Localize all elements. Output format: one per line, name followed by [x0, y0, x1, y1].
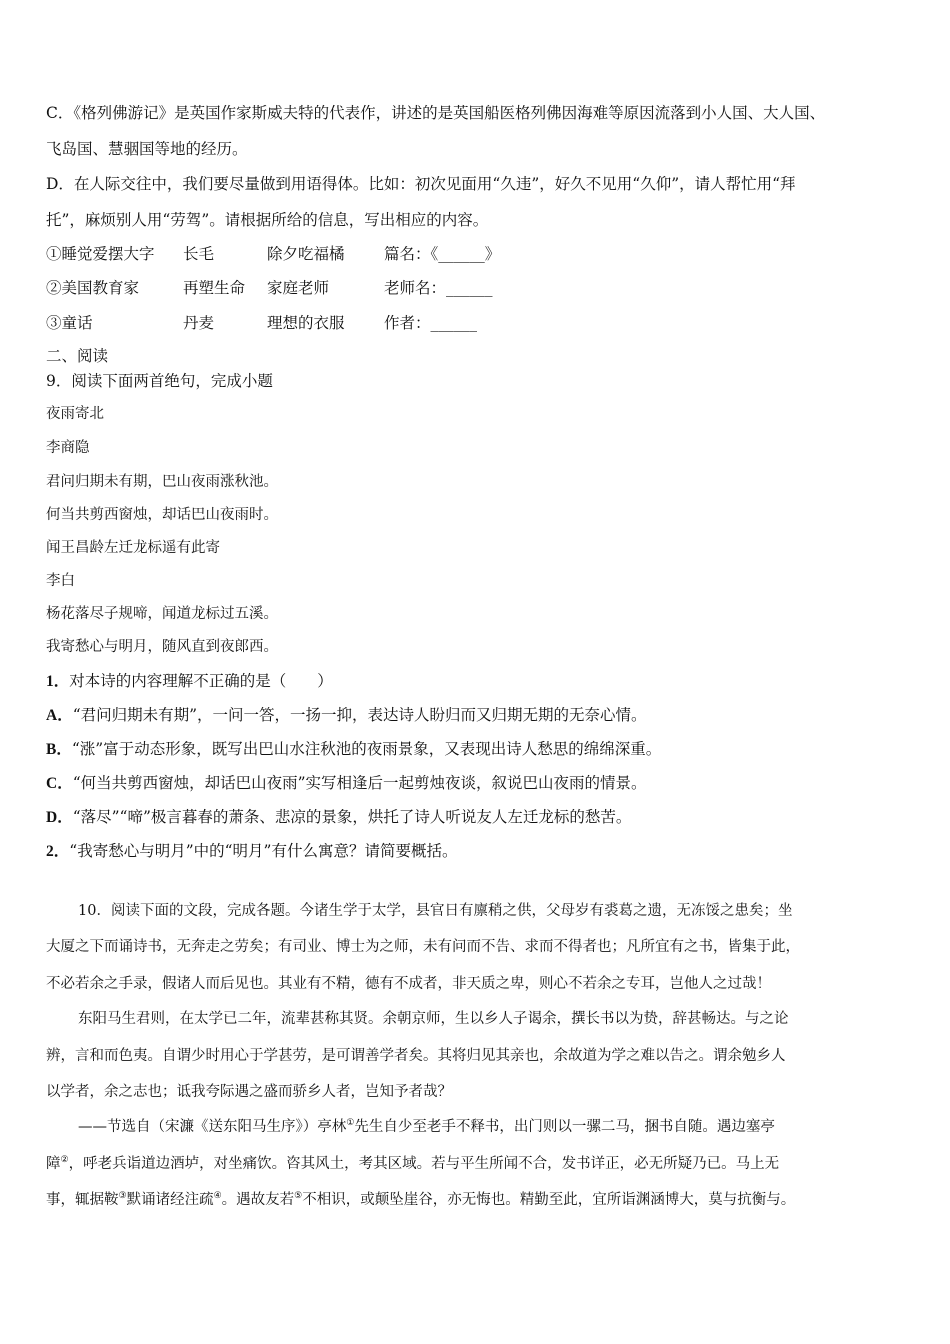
answer-option-b	[46, 739, 661, 760]
row-cell-trait: ①睡觉爱摆大字	[46, 245, 155, 263]
option-text: “何当共剪西窗烛，却话巴山夜雨”实写相逢后一起剪烛夜谈，叙说巴山夜雨的情景。	[72, 774, 647, 792]
option-d-line-1: D．在人际交往中，我们要尽量做到用语得体。比如：初次见面用“久违”，好久不见用“久仰”，请人帮忙用“拜	[46, 175, 796, 193]
section-heading: 二、阅读	[46, 347, 109, 365]
poem-2-line: 杨花落尽子规啼，闻道龙标过五溪。	[46, 606, 278, 622]
option-label: A．	[46, 707, 73, 724]
footnote-marker: ②	[60, 1155, 69, 1166]
poem-1-author: 李商隐	[46, 440, 90, 456]
row-cell-answer: 老师名：______	[384, 279, 493, 297]
passage-text: 。遇故友若	[221, 1192, 295, 1208]
answer-option-c	[46, 773, 647, 794]
row-cell-trait: ③童话	[46, 314, 93, 332]
passage-text: 不相识，或颠坠崖谷，亦无悔也。精勤至此，宜所诣渊涵博大，莫与抗衡与。	[302, 1192, 796, 1208]
poem-1-line: 何当共剪西窗烛，却话巴山夜雨时。	[46, 507, 278, 523]
poem-1-line: 君问归期未有期，巴山夜雨涨秋池。	[46, 474, 278, 490]
footnote-marker: ④	[213, 1191, 222, 1202]
passage-text: 障	[46, 1156, 61, 1172]
poem-2-title: 闻王昌龄左迁龙标遥有此寄	[46, 540, 220, 556]
poem-1-title: 夜雨寄北	[46, 406, 104, 422]
option-c-line-1: C．《格列佛游记》是英国作家斯威夫特的代表作，讲述的是英国船医格列佛因海难等原因流落到小人国、大人国、	[46, 104, 826, 122]
poem-2-line: 我寄愁心与明月，随风直到夜郎西。	[46, 639, 278, 655]
row-cell-clue: 理想的衣服	[267, 314, 345, 332]
passage-line: 东阳马生君则，在太学已二年，流辈甚称其贤。余朝京师，生以乡人子谒余，撰长书以为贽，辞甚畅达。与之论	[78, 1011, 789, 1027]
row-cell-clue: 丹麦	[183, 314, 215, 332]
passage-line: 10．阅读下面的文段，完成各题。今诸生学于太学，县官日有廪稍之供，父母岁有裘葛之遗，无冻馁之患矣；坐	[78, 903, 793, 919]
option-label: B．	[46, 741, 72, 758]
row-cell-clue: 家庭老师	[267, 279, 330, 297]
option-c-line-2: 飞岛国、慧骃国等地的经历。	[46, 140, 248, 158]
sub-question-text: 对本诗的内容理解不正确的是（ ）	[69, 672, 333, 690]
sub-question-text: “我寄愁心与明月”中的“明月”有什么寓意？请简要概括。	[69, 842, 458, 860]
footnote-marker: ③	[118, 1191, 127, 1202]
sub-question-number: 1．	[46, 673, 70, 690]
row-cell-clue: 长毛	[183, 245, 215, 263]
answer-option-a	[46, 705, 647, 726]
passage-text: 默诵诸经注疏	[126, 1192, 214, 1208]
passage-line: 以学者，余之志也；诋我夸际遇之盛而骄乡人者，岂知予者哉？	[46, 1084, 452, 1100]
option-text: “落尽”“啼”极言暮春的萧条、悲凉的景象，烘托了诗人听说友人左迁龙标的愁苦。	[72, 808, 632, 826]
option-label: D．	[46, 809, 73, 826]
passage-line	[46, 1190, 795, 1210]
sub-question-1	[46, 671, 333, 692]
passage-line: 辨，言和而色夷。自谓少时用心于学甚劳，是可谓善学者矣。其将归见其亲也，余故道为学之难以告之。谓余勉乡人	[46, 1048, 786, 1064]
passage-text: 先生自少至老手不释书，出门则以一骡二马，捆书自随。遇边塞亭	[354, 1119, 775, 1135]
option-text: “君问归期未有期”，一问一答，一扬一抑，表达诗人盼归而又归期无期的无奈心情。	[72, 706, 647, 724]
passage-text: 事，辄据鞍	[46, 1192, 119, 1208]
row-cell-clue: 除夕吃福橘	[267, 245, 345, 263]
passage-line: 大厦之下而诵诗书，无奔走之劳矣；有司业、博士为之师，未有问而不告、求而不得者也；凡所宜有之书，皆集于此，	[46, 939, 800, 955]
row-cell-clue: 再塑生命	[183, 279, 246, 297]
row-cell-answer: 篇名：《______》	[384, 245, 501, 263]
passage-line: 不必若余之手录，假诸人而后见也。其业有不精，德有不成者，非天质之卑，则心不若余之专耳，岂他人之过哉！	[46, 976, 771, 992]
footnote-marker: ⑤	[294, 1191, 303, 1202]
passage-line	[78, 1117, 775, 1137]
option-label: C．	[46, 775, 73, 792]
answer-option-d	[46, 807, 631, 828]
option-d-line-2: 托”，麻烦别人用“劳驾”。请根据所给的信息，写出相应的内容。	[46, 211, 489, 229]
row-cell-trait: ②美国教育家	[46, 279, 140, 297]
question-9-title: 9．阅读下面两首绝句，完成小题	[46, 372, 273, 390]
option-text: “涨”富于动态形象，既写出巴山水注秋池的夜雨景象，又表现出诗人愁思的绵绵深重。	[71, 740, 662, 758]
sub-question-2	[46, 841, 457, 862]
sub-question-number: 2．	[46, 843, 70, 860]
passage-text: ——节选自（宋濂《送东阳马生序》）亭林	[78, 1119, 347, 1135]
row-cell-answer: 作者：______	[384, 314, 478, 332]
passage-line	[46, 1154, 779, 1174]
footnote-marker: ①	[346, 1118, 355, 1129]
passage-text: ，呼老兵诣道边酒垆，对坐痛饮。咨其风土，考其区域。若与平生所闻不合，发书详正，必无所疑乃已。马上无	[68, 1156, 780, 1172]
poem-2-author: 李白	[46, 573, 75, 589]
